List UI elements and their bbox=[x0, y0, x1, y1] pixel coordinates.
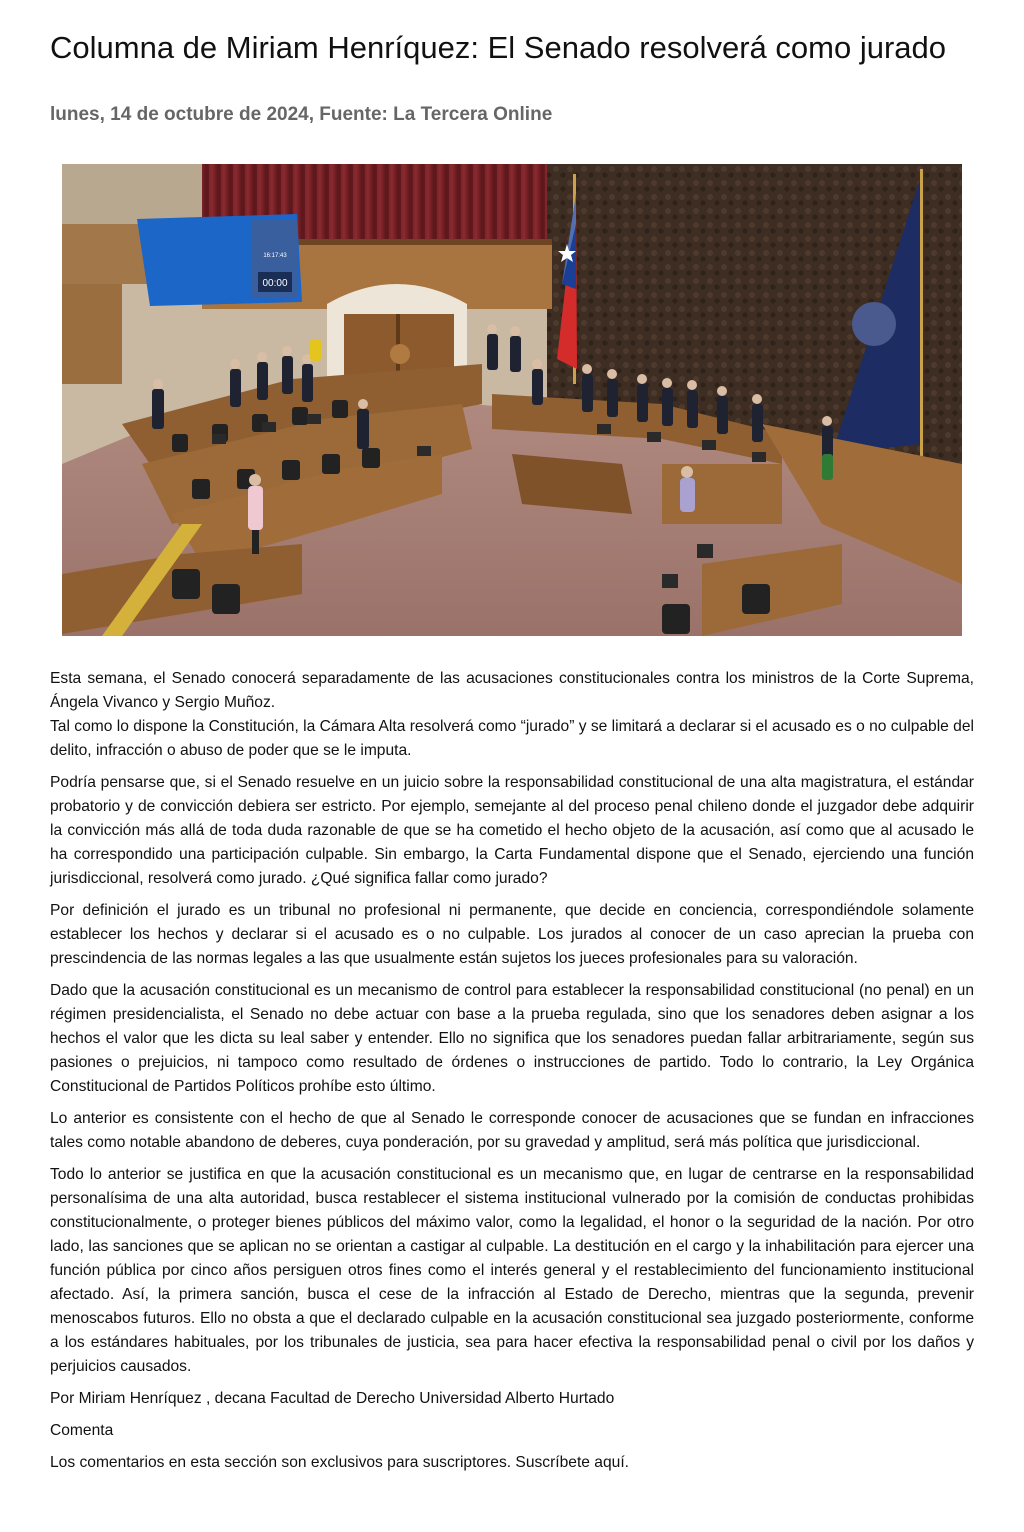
paragraph: Podría pensarse que, si el Senado resuelve en un juicio sobre la responsabilidad constitucional de una alta magistratura, el estándar probatorio y de convicción debiera ser estricto. Por ejemplo, semejante al del proceso penal chileno donde el juzgador debe adquirir la convicción más allá de toda duda razonable de que se ha cometido el hecho objeto de la acusación, así como que al acusado le ha correspondido una participación culpable. Sin embargo, la Carta Fundamental dispone que el Senado, ejerciendo una función jurisdiccional, resolverá como jurado. ¿Qué significa fallar como jurado? bbox=[50, 774, 974, 887]
paragraph: Todo lo anterior se justifica en que la acusación constitucional es un mecanismo que, en lugar de centrarse en la responsabilidad personalísima de una alta autoridad, busca restablecer el sistema institucional vulnerado por la comisión de conductas prohibidas constitucionalmente, o proteger bienes públicos del máximo valor, como la legalidad, el honor o la seguridad de la nación. Por otro lado, las sanciones que se aplican no se orientan a castigar al culpable. La destitución en el cargo y la inhabilitación para ejercer una función pública por cinco años persiguen otros fines como el interés general y el restablecimiento del funcionamiento institucional afectado. Así, la primera sanción, busca el cese de la infracción al Estado de Derecho, mientras que la segunda, prevenir menoscabos futuros. Ello no obsta a que el declarado culpable en la acusación constitucional sea juzgado posteriormente, conforme a los estándares habituales, por los tribunales de justicia, sea para hacer efectiva la responsabilidad penal o civil por los daños y perjuicios causados. bbox=[50, 1166, 974, 1375]
paragraph: Tal como lo dispone la Constitución, la Cámara Alta resolverá como “jurado” y se limitará a declarar si el acusado es o no culpable del delito, infracción o abuso de poder que se le imputa. bbox=[50, 718, 974, 759]
comment-heading: Comenta bbox=[50, 1422, 114, 1439]
screen-timer-text: 00:00 bbox=[262, 278, 288, 289]
author-byline: Por Miriam Henríquez , decana Facultad de Derecho Universidad Alberto Hurtado bbox=[50, 1390, 615, 1407]
subscriber-comment-note[interactable]: Los comentarios en esta sección son exclusivos para suscriptores. Suscríbete aquí. bbox=[50, 1454, 629, 1471]
senate-chamber-photo bbox=[62, 164, 962, 636]
paragraph: Esta semana, el Senado conocerá separadamente de las acusaciones constitucionales contra los ministros de la Corte Suprema, Ángela Vivanco y Sergio Muñoz. bbox=[50, 670, 974, 711]
screen-clock-text: 16:17:43 bbox=[263, 253, 287, 259]
paragraph: Lo anterior es consistente con el hecho de que al Senado le corresponde conocer de acusaciones que se fundan en infracciones tales como notable abandono de deberes, cuya ponderación, por su gravedad y amplitud, será más política que jurisdiccional. bbox=[50, 1110, 974, 1151]
article-title: Columna de Miriam Henríquez: El Senado resolverá como jurado bbox=[50, 30, 946, 65]
article-date-source: lunes, 14 de octubre de 2024, Fuente: La Tercera Online bbox=[50, 104, 553, 125]
paragraph: Por definición el jurado es un tribunal no profesional ni permanente, que decide en conciencia, correspondiéndole solamente establecer los hechos y declarar si el acusado es o no culpable. Los jurados al conocer de un caso aprecian la prueba con prescindencia de las normas legales a las que usualmente están sujetos los jueces profesionales para su valoración. bbox=[50, 902, 974, 967]
article-body bbox=[50, 667, 974, 1483]
paragraph: Dado que la acusación constitucional es un mecanismo de control para establecer la responsabilidad constitucional (no penal) en un régimen presidencialista, el Senado no debe actuar con base a la prueba regulada, sino que los senadores deben asignar a los hechos el valor que les dicta su leal saber y entender. Ello no significa que los senadores puedan fallar arbitrariamente, según sus pasiones o prejuicios, ni tampoco como resultado de órdenes o instrucciones de partido. Todo lo contrario, la Ley Orgánica Constitucional de Partidos Políticos prohíbe esto último. bbox=[50, 982, 974, 1095]
